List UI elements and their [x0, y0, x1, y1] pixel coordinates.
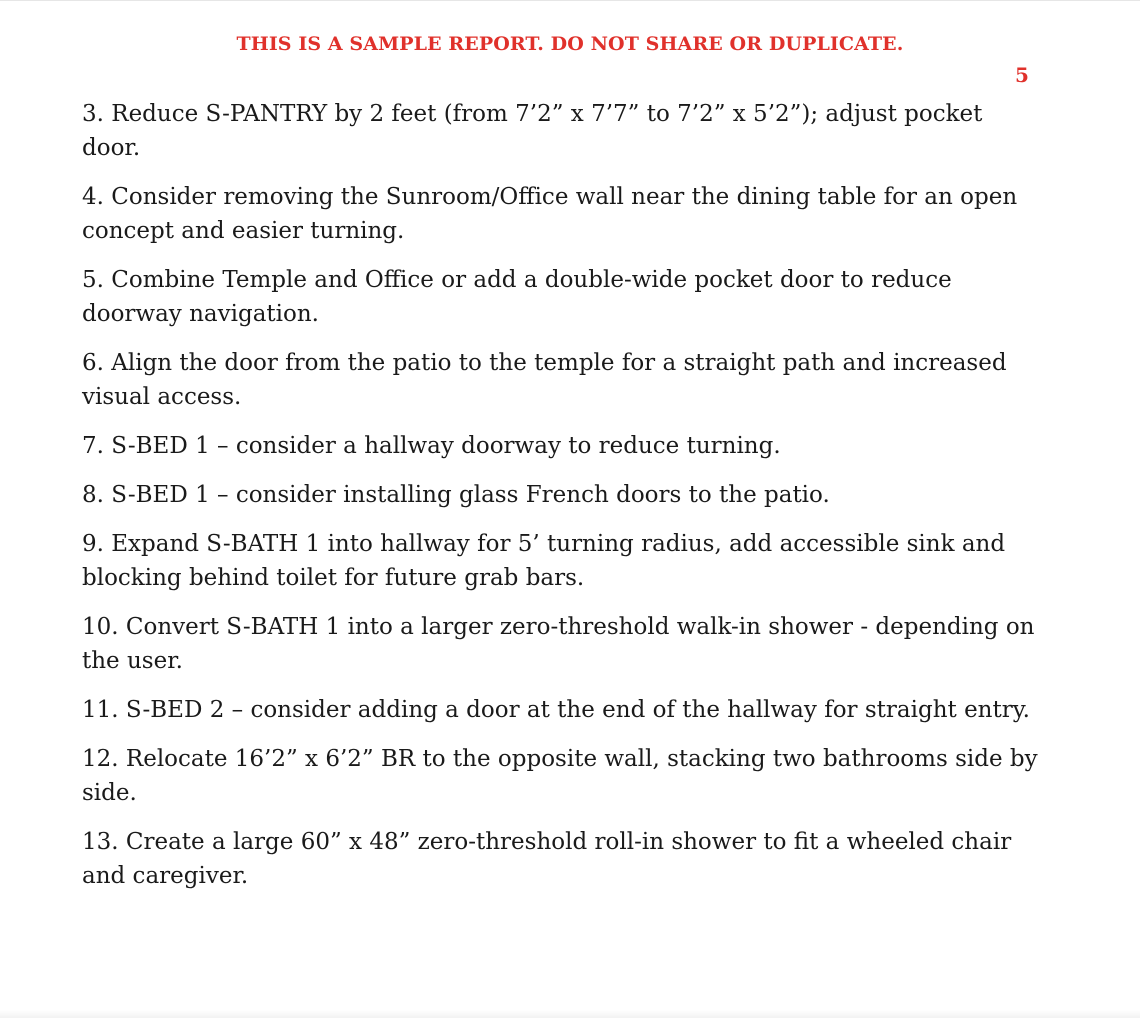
recommendation-item-11: 11. S-BED 2 – consider adding a door at the end of the hallway for straight entry.: [82, 697, 1030, 723]
recommendation-item-3: 3. Reduce S-PANTRY by 2 feet (from 7’2” x 7’7” to 7’2” x 5’2”); adjust pocket door.: [82, 101, 983, 161]
recommendation-item-12: 12. Relocate 16’2” x 6’2” BR to the opposite wall, stacking two bathrooms side by side.: [82, 746, 1038, 806]
recommendation-item-6: 6. Align the door from the patio to the temple for a straight path and increased visual access.: [82, 350, 1007, 410]
recommendation-list: [82, 97, 1042, 908]
recommendation-item-8: 8. S-BED 1 – consider installing glass French doors to the patio.: [82, 482, 830, 508]
recommendation-item-9: 9. Expand S-BATH 1 into hallway for 5’ turning radius, add accessible sink and blocking behind toilet for future grab bars.: [82, 531, 1006, 591]
recommendation-item-5: 5. Combine Temple and Office or add a double-wide pocket door to reduce doorway navigation.: [82, 267, 952, 327]
page-bottom-edge: [0, 1010, 1140, 1018]
page-number: 5: [1015, 63, 1029, 87]
sample-report-banner: THIS IS A SAMPLE REPORT. DO NOT SHARE OR DUPLICATE.: [236, 33, 904, 55]
recommendation-item-13: 13. Create a large 60” x 48” zero-threshold roll-in shower to fit a wheeled chair and caregiver.: [82, 829, 1012, 889]
recommendation-item-7: 7. S-BED 1 – consider a hallway doorway to reduce turning.: [82, 433, 781, 459]
recommendation-item-4: 4. Consider removing the Sunroom/Office wall near the dining table for an open concept and easier turning.: [82, 184, 1018, 244]
recommendation-item-10: 10. Convert S-BATH 1 into a larger zero-threshold walk-in shower - depending on the user.: [82, 614, 1035, 674]
